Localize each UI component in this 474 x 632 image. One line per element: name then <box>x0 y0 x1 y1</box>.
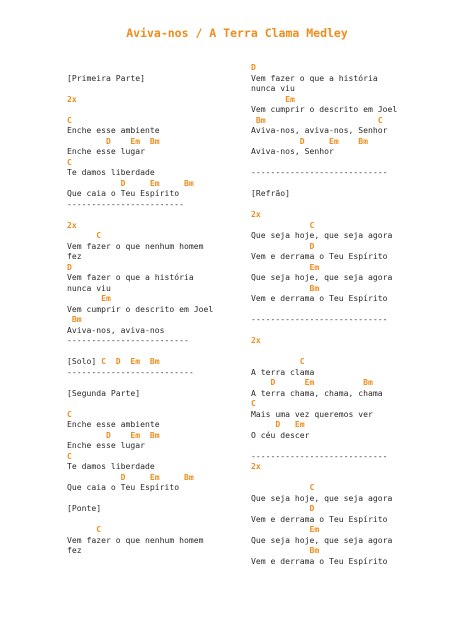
chord-line: 2x <box>251 335 261 345</box>
lyric-line: nunca viu <box>251 83 295 93</box>
lyric-line: Vem cumprir o descrito em Joel <box>67 303 214 314</box>
chord-line: C <box>251 219 315 230</box>
lyric-line: Aviva-nos, aviva-nos, Senhor <box>251 125 388 135</box>
chord-line: Bm C <box>251 114 383 125</box>
lyric-line <box>67 377 213 388</box>
chord-line: C <box>67 156 72 167</box>
chord-line: D Em Bm <box>67 135 160 146</box>
chord-line: D Em Bm <box>251 377 373 387</box>
chord-line: Bm <box>67 314 82 324</box>
lyric-line <box>251 440 397 451</box>
lyric-line: fez <box>67 545 82 555</box>
lyric-line: Que seja hoje, que seja agora <box>251 534 393 545</box>
chord-line: C <box>67 450 72 461</box>
lyric-line: Vem e derrama o Teu Espírito <box>251 251 388 261</box>
chord-line: C <box>67 230 102 240</box>
lyric-line <box>67 346 213 357</box>
chord-line: D <box>67 261 72 272</box>
chord-line: D Em Bm <box>251 135 368 146</box>
chord-line: C <box>67 114 72 125</box>
lyric-line: Vem e derrama o Teu Espírito <box>251 513 388 524</box>
lyric-line: Enche esse ambiente <box>67 419 160 429</box>
chord-line: Em <box>251 261 320 272</box>
chord-line: D Em Bm <box>67 429 160 440</box>
section-label: [Refrão] <box>251 188 290 198</box>
lyric-line: Enche esse lugar <box>67 440 145 450</box>
separator: ------------------------ <box>67 198 184 209</box>
lyric-line: Que seja hoje, que seja agora <box>251 272 393 282</box>
lyric-line: Enche esse ambiente <box>67 125 160 135</box>
song-title: Aviva-nos / A Terra Clama Medley <box>126 26 348 40</box>
lyric-line: Vem fazer o que nenhum homem <box>67 240 204 251</box>
lyric-line: O céu descer <box>251 429 310 440</box>
chord-line: Bm <box>251 282 320 293</box>
left-column <box>67 62 213 556</box>
lyric-line <box>251 178 397 189</box>
lyric-line: fez <box>67 251 82 261</box>
lyric-line <box>251 325 397 336</box>
lyric-line <box>67 493 213 504</box>
lyric-line: nunca viu <box>67 282 111 293</box>
lyric-line: Aviva-nos, Senhor <box>251 146 334 156</box>
section-label: [Solo] <box>67 356 102 366</box>
chord-line: C <box>251 356 305 366</box>
solo-line <box>67 356 213 367</box>
lyric-line: Vem fazer o que a história <box>251 72 378 83</box>
chord-line: 2x <box>251 209 261 219</box>
lyric-line <box>67 209 213 220</box>
separator: ---------------------------- <box>251 450 388 461</box>
lyric-line: A terra chama, chama, chama <box>251 387 383 398</box>
lyric-line: Te damos liberdade <box>67 461 155 471</box>
chord-line: Em <box>67 293 111 303</box>
chord-line: C <box>67 408 72 419</box>
lyric-line <box>251 157 397 168</box>
lyric-line: Aviva-nos, aviva-nos <box>67 324 165 335</box>
lyric-line: Vem fazer o que nenhum homem <box>67 534 204 545</box>
lyric-line: Vem fazer o que a história <box>67 272 194 282</box>
separator: ---------------------------- <box>251 167 388 177</box>
chord-line: C <box>251 482 315 492</box>
lyric-line: Mais uma vez queremos ver <box>251 408 373 419</box>
chord-line: D Em Bm <box>67 177 194 188</box>
lyric-line: Vem e derrama o Teu Espírito <box>251 293 388 303</box>
lyric-line: A terra clama <box>251 366 315 377</box>
chord-line: C <box>251 398 256 408</box>
right-column <box>251 62 397 566</box>
lyric-line <box>67 104 213 115</box>
chord-line: Em <box>251 524 320 534</box>
chord-line: D <box>251 240 315 251</box>
section-label: [Segunda Parte] <box>67 387 141 398</box>
lyric-line <box>67 62 213 73</box>
lyric-line <box>67 514 213 525</box>
chord-line: Em <box>251 93 295 104</box>
chord-line: 2x <box>251 461 261 471</box>
lyric-line: Que seja hoje, que seja agora <box>251 230 393 240</box>
section-label: [Primeira Parte] <box>67 72 145 83</box>
separator: -------------------------- <box>67 366 194 377</box>
lyric-line: Que caia o Teu Espírito <box>67 188 180 198</box>
separator: ---------------------------- <box>251 314 388 324</box>
chord-line: 2x <box>67 219 77 230</box>
lyric-line: Que seja hoje, que seja agora <box>251 492 393 503</box>
lyric-line <box>67 83 213 94</box>
lyric-line: Que caia o Teu Espírito <box>67 482 180 492</box>
chord-line: 2x <box>67 93 77 104</box>
lyric-line <box>251 346 397 357</box>
lyric-line <box>251 199 397 210</box>
chord-line: D <box>251 503 315 513</box>
chord-line: D Em <box>251 419 305 429</box>
chord-line: D Em Bm <box>67 471 194 482</box>
lyric-line: Te damos liberdade <box>67 167 155 177</box>
lyric-line <box>251 304 397 315</box>
lyric-line: Enche esse lugar <box>67 146 145 156</box>
lyric-line <box>251 472 397 483</box>
chord-line: D <box>251 62 256 72</box>
separator: ------------------------- <box>67 335 189 345</box>
solo-chords: C D Em Bm <box>101 356 160 366</box>
lyric-line: Vem cumprir o descrito em Joel <box>251 104 398 114</box>
lyric-line: Vem e derrama o Teu Espírito <box>251 555 388 566</box>
lyric-line <box>67 398 213 409</box>
chord-line: C <box>67 524 102 534</box>
chord-line: Bm <box>251 545 320 555</box>
section-label: [Ponte] <box>67 503 102 513</box>
